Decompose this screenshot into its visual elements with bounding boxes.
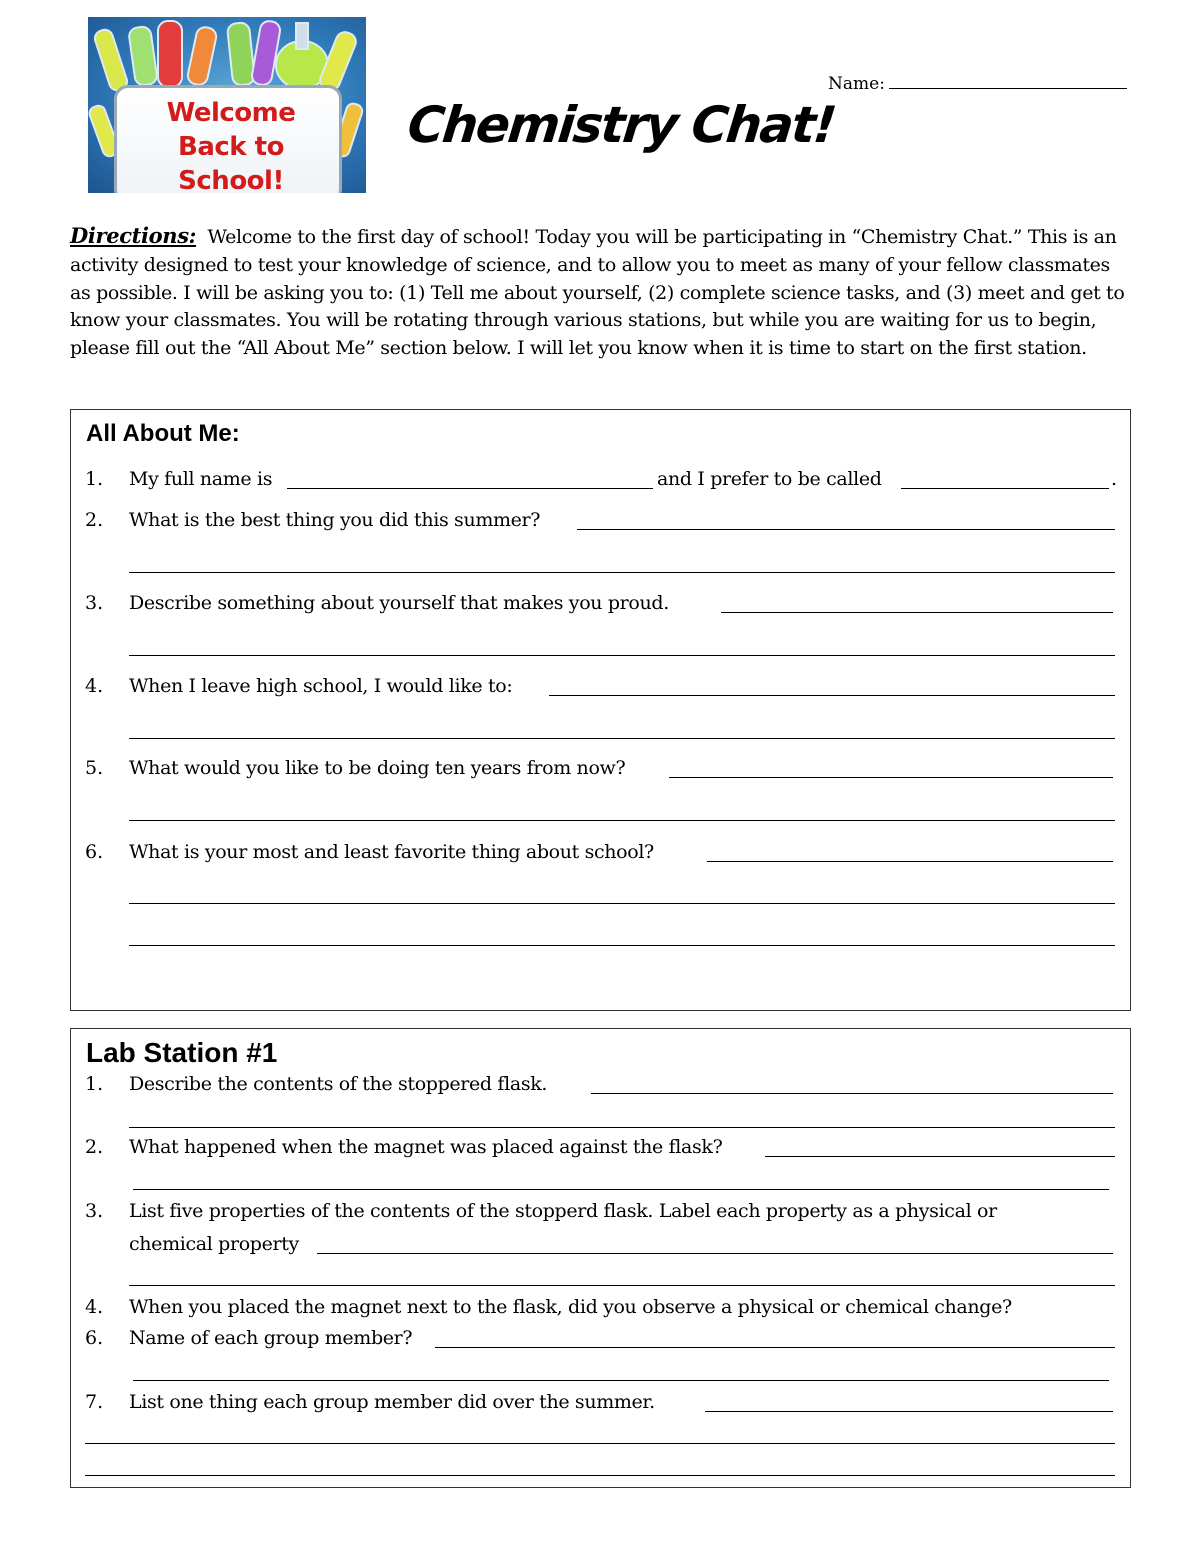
question-properties: List five properties of the contents of the stopperd flask. Label each property as a physical or xyxy=(129,1200,997,1222)
answer-blank[interactable] xyxy=(129,903,1115,904)
all-about-me-title: All About Me: xyxy=(86,420,240,447)
item-number: 3. xyxy=(85,1200,104,1222)
question-summer: What is the best thing you did this summer? xyxy=(129,509,541,531)
item-number: 3. xyxy=(85,592,104,614)
answer-blank[interactable] xyxy=(577,529,1115,530)
question-preferred-name: and I prefer to be called xyxy=(657,468,882,490)
all-about-me-section xyxy=(70,409,1131,1011)
answer-blank[interactable] xyxy=(901,488,1109,489)
answer-blank[interactable] xyxy=(129,655,1115,656)
item-number: 2. xyxy=(85,509,104,531)
answer-blank[interactable] xyxy=(287,488,653,489)
item-number: 6. xyxy=(85,1327,104,1349)
lab-station-section xyxy=(70,1028,1131,1488)
banner-line-1: Welcome xyxy=(166,98,296,128)
answer-blank[interactable] xyxy=(129,945,1115,946)
question-ten-years: What would you like to be doing ten years from now? xyxy=(129,757,626,779)
answer-blank[interactable] xyxy=(85,1475,1115,1476)
name-blank[interactable] xyxy=(889,72,1127,89)
lab-station-title: Lab Station #1 xyxy=(86,1037,278,1068)
answer-blank[interactable] xyxy=(129,572,1115,573)
answer-blank[interactable] xyxy=(129,1127,1115,1128)
banner-line-2: Back to xyxy=(178,132,284,162)
welcome-banner-image xyxy=(88,17,366,193)
name-field xyxy=(828,72,1127,94)
question-properties-cont: chemical property xyxy=(129,1233,299,1255)
directions-text: Welcome to the first day of school! Today you will be participating in “Chemistry Chat.” This is an activity designed to test your knowledge of science, and to allow you to meet as many of your fellow classmates as possible. I will be asking you to: (1) Tell me about yourself, (2) complete science tasks, and (3) meet and get to know your classmates. You will be rotating through various stations, but while you are waiting for us to begin, please fill out the “All About Me” section below. I will let you know when it is time to start on the first station. xyxy=(70,226,1125,360)
name-label: Name: xyxy=(828,74,885,94)
answer-blank[interactable] xyxy=(669,777,1113,778)
page-title: Chemistry Chat! xyxy=(404,96,838,154)
question-flask-contents: Describe the contents of the stoppered flask. xyxy=(129,1073,548,1095)
directions-paragraph xyxy=(70,222,1132,363)
answer-blank[interactable] xyxy=(133,1380,1109,1381)
answer-blank[interactable] xyxy=(549,695,1115,696)
answer-blank[interactable] xyxy=(129,1285,1115,1286)
answer-blank[interactable] xyxy=(133,1189,1109,1190)
item-number: 1. xyxy=(85,1073,104,1095)
item-number: 1. xyxy=(85,468,104,490)
period: . xyxy=(1111,468,1117,490)
answer-blank[interactable] xyxy=(317,1253,1113,1254)
item-number: 5. xyxy=(85,757,104,779)
answer-blank[interactable] xyxy=(591,1093,1113,1094)
question-full-name: My full name is xyxy=(129,468,273,490)
answer-blank[interactable] xyxy=(705,1411,1113,1412)
directions-label: Directions: xyxy=(70,223,197,248)
answer-blank[interactable] xyxy=(707,861,1113,862)
item-number: 4. xyxy=(85,1296,104,1318)
question-group-members: Name of each group member? xyxy=(129,1327,413,1349)
question-proud: Describe something about yourself that makes you proud. xyxy=(129,592,669,614)
question-after-high-school: When I leave high school, I would like to: xyxy=(129,675,513,697)
item-number: 4. xyxy=(85,675,104,697)
answer-blank[interactable] xyxy=(85,1443,1115,1444)
answer-blank[interactable] xyxy=(435,1347,1115,1348)
item-number: 6. xyxy=(85,841,104,863)
question-favorite-school: What is your most and least favorite thing about school? xyxy=(129,841,654,863)
answer-blank[interactable] xyxy=(129,820,1115,821)
item-number: 7. xyxy=(85,1391,104,1413)
item-number: 2. xyxy=(85,1136,104,1158)
banner-line-3: School! xyxy=(178,166,284,193)
question-magnet: What happened when the magnet was placed against the flask? xyxy=(129,1136,723,1158)
answer-blank[interactable] xyxy=(721,612,1113,613)
question-group-summer: List one thing each group member did over the summer. xyxy=(129,1391,655,1413)
answer-blank[interactable] xyxy=(129,738,1115,739)
question-physical-chemical: When you placed the magnet next to the flask, did you observe a physical or chemical change? xyxy=(129,1296,1012,1318)
answer-blank[interactable] xyxy=(765,1156,1115,1157)
banner-card xyxy=(114,85,342,193)
